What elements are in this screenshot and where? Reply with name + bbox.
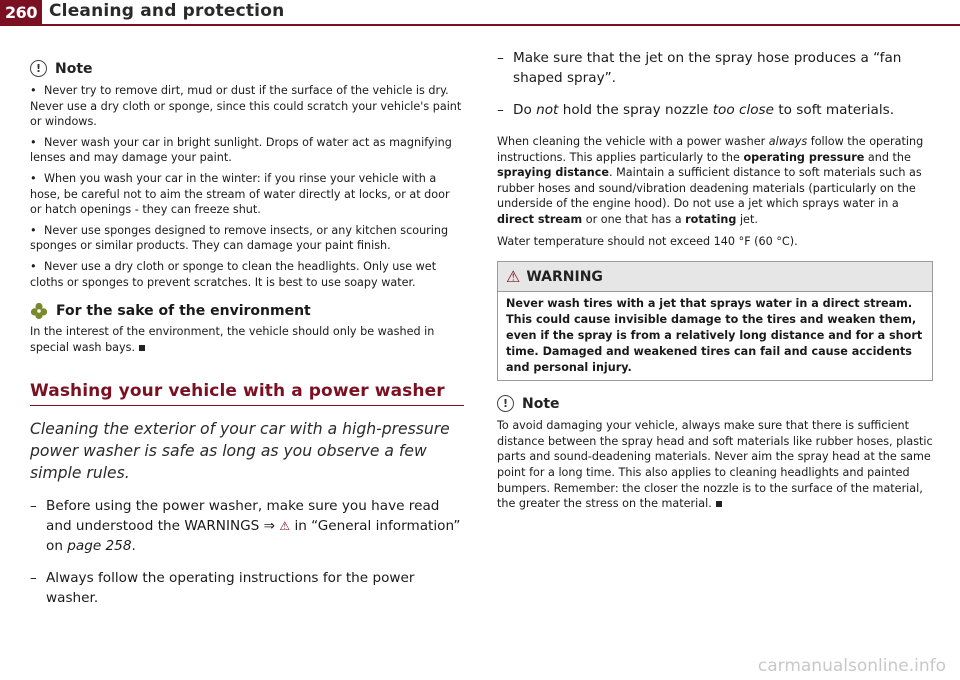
note-text: To avoid damaging your vehicle, always make sure that there is sufficient distance between the spray head and soft materials like rubber hoses, plastic parts and sound-deadening materials. Never aim the spray head at the same point for a long time. This also applies to cleaning headlights and painted bumpers. Remember: the closer the nozzle is to the surface of the material, the greater the stress on the material. <box>497 419 933 511</box>
warning-triangle-icon: ⚠ <box>506 267 521 287</box>
environment-text: In the interest of the environment, the vehicle should only be washed in special wash bays. <box>30 325 435 354</box>
note-bullet: • When you wash your car in the winter: if you rinse your vehicle with a hose, be careful not to aim the stream of water directly at locks, or at door or hatch openings - they can freeze shut. <box>30 171 450 217</box>
water-temperature-text: Water temperature should not exceed 140 °F (60 °C). <box>497 234 798 248</box>
step-item: – Always follow the operating instructions for the power washer. <box>30 570 415 607</box>
chapter-title: Cleaning and protection <box>49 1 285 21</box>
step-item: – Make sure that the jet on the spray hose produces a “fan shaped spray”. <box>497 50 902 86</box>
environment-title: For the sake of the environment <box>56 303 311 320</box>
note-header <box>497 395 933 412</box>
right-column <box>497 48 933 518</box>
step-item: – Do not hold the spray nozzle too close to soft materials. <box>497 102 895 118</box>
warning-header <box>498 262 932 292</box>
header-divider <box>0 24 960 26</box>
warning-triangle-icon: ⚠ <box>279 519 291 534</box>
warning-box <box>497 261 933 381</box>
section-intro: Cleaning the exterior of your car with a high-pressure power washer is safe as long as you observe a few simple rules. <box>30 420 450 483</box>
note-exclamation-icon: ! <box>30 60 47 77</box>
warning-text: Never wash tires with a jet that sprays water in a direct stream. This could cause invisible damage to the tires and weaken them, even if the spray is from a relatively long distance and for a short time. Damaged and weakened tires can fail and cause accidents and personal injury. <box>506 297 923 375</box>
section-end-mark <box>716 501 722 507</box>
environment-leaf-icon <box>30 302 48 320</box>
note-exclamation-icon: ! <box>497 395 514 412</box>
page-number-badge: 260 <box>0 0 42 25</box>
note-bullet: • Never use a dry cloth or sponge to clean the headlights. Only use wet cloths or sponges to prevent scratches. It is best to use soapy water. <box>30 259 437 289</box>
step-item: – Before using the power washer, make sure you have read and understood the WARNINGS ⇒ ⚠ in “General information” on page 258. <box>30 498 461 555</box>
section-heading: Washing your vehicle with a power washer <box>30 381 464 406</box>
note-title: Note <box>55 60 93 77</box>
page-reference-link[interactable]: page 258 <box>67 538 132 555</box>
environment-header <box>30 302 464 320</box>
warning-title: WARNING <box>526 268 603 285</box>
note-bullet: • Never use sponges designed to remove insects, or any kitchen scouring sponges or similar products. They can damage your paint finish. <box>30 223 449 253</box>
note-bullet: • Never wash your car in bright sunlight. Drops of water act as magnifying lenses and may damage your paint. <box>30 135 452 165</box>
watermark: carmanualsonline.info <box>757 656 946 676</box>
note-bullet: • Never try to remove dirt, mud or dust if the surface of the vehicle is dry. Never use a dry cloth or sponge, since this could scratch your vehicle's paint or windows. <box>30 84 462 129</box>
section-end-mark <box>139 345 145 351</box>
left-column <box>30 60 464 608</box>
note-title: Note <box>522 395 560 412</box>
note-header <box>30 60 464 77</box>
power-washer-instructions: When cleaning the vehicle with a power washer always follow the operating instructions. This applies particularly to the operating pressure and the spraying distance. Maintain a sufficient distance to soft materials such as rubber hoses and sound/vibration deadening materials (particularly on the underside of the engine hood). Do not use a jet which sprays water in a direct stream or one that has a rotating jet. <box>497 135 924 226</box>
